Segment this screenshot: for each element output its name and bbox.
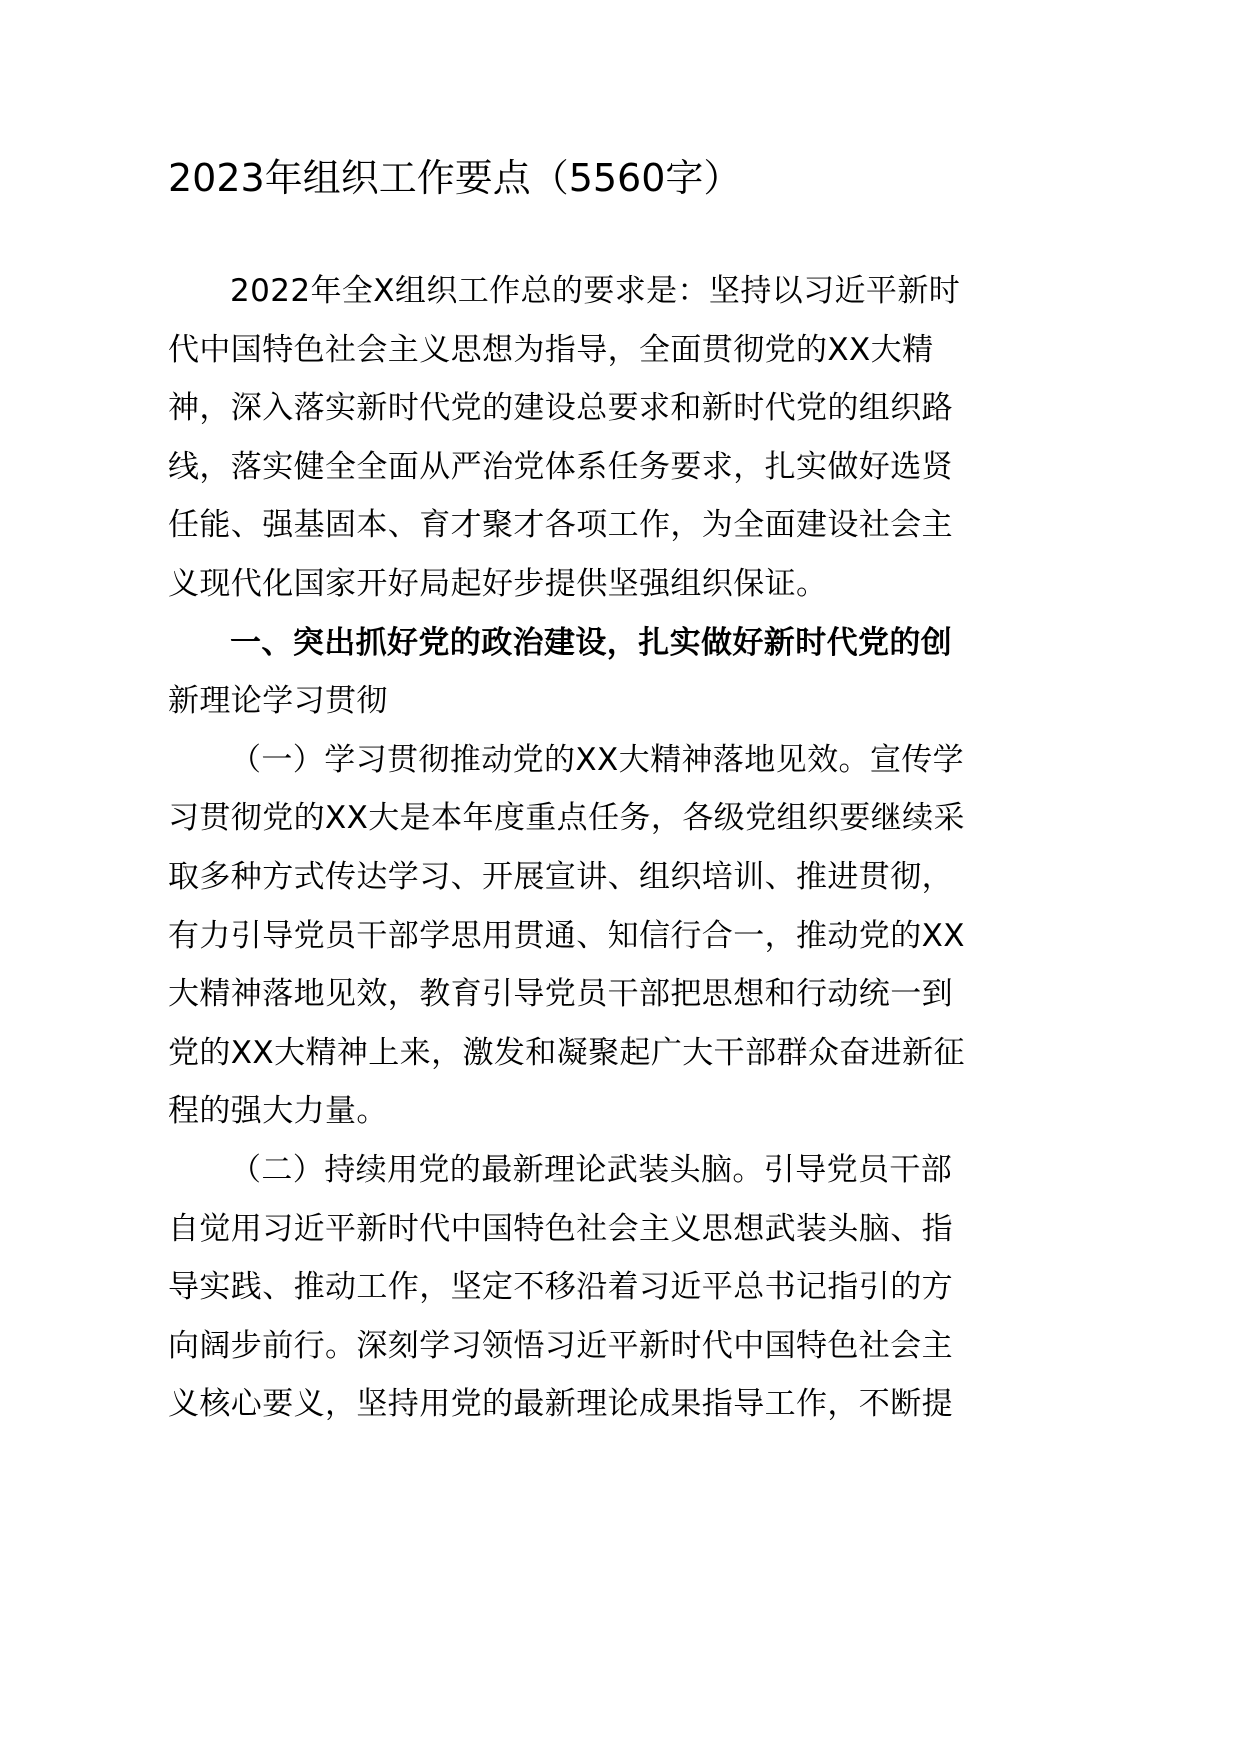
section-heading-1: 一、突出抓好党的政治建设，扎实做好新时代党的创 <box>230 624 953 661</box>
paragraph-intro-line: 线，落实健全全面从严治党体系任务要求，扎实做好选贤 <box>168 448 953 485</box>
subsection-1-line: 大精神落地见效，教育引导党员干部把思想和行动统一到 <box>168 976 953 1013</box>
subsection-1-line: 取多种方式传达学习、开展宣讲、组织培训、推进贯彻， <box>168 858 953 895</box>
paragraph-intro-line: 义现代化国家开好局起好步提供坚强组织保证。 <box>168 565 828 602</box>
subsection-1-line: 有力引导党员干部学思用贯通、知信行合一，推动党的XX <box>168 917 965 954</box>
paragraph-intro-line: 任能、强基固本、育才聚才各项工作，为全面建设社会主 <box>168 507 953 544</box>
subsection-1-line: 程的强大力量。 <box>168 1093 388 1130</box>
subsection-1-line: （一）学习贯彻推动党的XX大精神落地见效。宣传学 <box>230 741 965 778</box>
document-body <box>168 262 965 1434</box>
subsection-2-line: 自觉用习近平新时代中国特色社会主义思想武装头脑、指 <box>168 1210 953 1247</box>
paragraph-intro-line: 2022年全X组织工作总的要求是：坚持以习近平新时 <box>230 273 961 309</box>
paragraph-intro-line: 代中国特色社会主义思想为指导，全面贯彻党的XX大精 <box>168 331 934 368</box>
subsection-2-line: （二）持续用党的最新理论武装头脑。引导党员干部 <box>230 1151 953 1188</box>
document-title: 2023年组织工作要点（5560字） <box>168 156 742 200</box>
subsection-1-line: 习贯彻党的XX大是本年度重点任务，各级党组织要继续采 <box>168 800 965 837</box>
paragraph-intro-line: 神，深入落实新时代党的建设总要求和新时代党的组织路 <box>168 390 953 427</box>
subsection-2-line: 义核心要义，坚持用党的最新理论成果指导工作，不断提 <box>168 1386 953 1423</box>
subsection-2-line: 导实践、推动工作，坚定不移沿着习近平总书记指引的方 <box>168 1269 953 1306</box>
subsection-1-line: 党的XX大精神上来，激发和凝聚起广大干部群众奋进新征 <box>168 1034 965 1071</box>
section-heading-1: 新理论学习贯彻 <box>168 683 388 720</box>
subsection-2-line: 向阔步前行。深刻学习领悟习近平新时代中国特色社会主 <box>168 1327 953 1364</box>
